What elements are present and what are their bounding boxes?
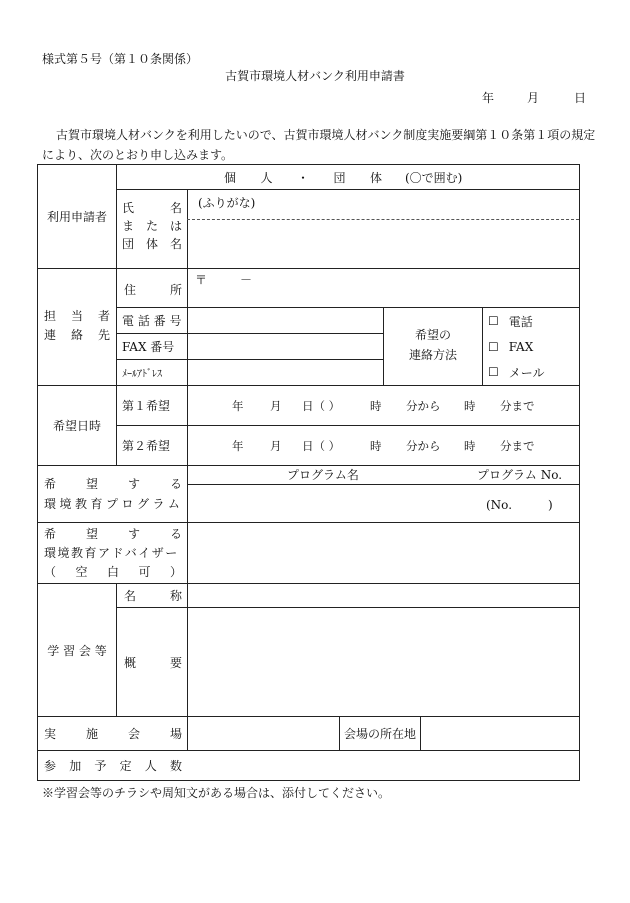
email-field[interactable] [188,360,383,385]
first-choice-label: 第１希望 [122,399,171,413]
meeting-summary-label: 概 要 [124,656,182,670]
applicant-type-options[interactable] [224,169,382,186]
applicant-type-note: (〇で囲む) [405,171,463,185]
venue-location-field[interactable] [421,717,578,749]
date-month: 月 [527,91,540,105]
checkbox-icon[interactable]: ☐ [488,340,499,354]
venue-location-label: 会場の所在地 [343,727,416,741]
phone-label: 電 話 番 号 [122,314,182,328]
program-label: 希 望 す る 環境教育プログラム [44,477,184,511]
footer-note: ※学習会等のチラシや周知文がある場合は、添付してください。 [42,786,391,800]
checkbox-icon[interactable]: ☐ [488,314,499,328]
method-fax-option[interactable]: ☐ FAX [488,340,534,354]
fax-field[interactable] [188,334,383,359]
schedule-label: 希望日時 [52,419,101,433]
venue-label: 実 施 会 場 [44,727,182,741]
program-name-header: プログラム名 [287,468,359,482]
applicant-label: 利用申請者 [46,210,107,224]
method-email-option[interactable]: ☐ メール [488,365,545,380]
intro-line-1: 古賀市環境人材バンクを利用したいので、古賀市環境人材バンク制度実施要綱第１０条第１項の規定 [56,128,596,142]
meeting-name-label: 名 称 [124,589,182,603]
intro-line-2: により、次のとおり申し込みます。 [42,148,234,162]
date-year: 年 [482,91,495,105]
meeting-summary-field[interactable] [188,608,578,715]
postal-mark: 〒 [195,273,208,287]
form-number: 様式第５号（第１０条関係） [42,52,199,66]
program-name-field[interactable] [188,485,478,521]
option-separator: ・ [296,171,309,185]
date-day: 日 [574,91,587,105]
email-label: ﾒｰﾙｱﾄﾞﾚｽ [122,369,162,380]
option-group-char-1: 団 [333,171,346,185]
preferred-contact-method-label: 希望の 連絡方法 [408,328,457,362]
program-no-header: プログラム No. [477,468,563,482]
option-individual-char-2: 人 [260,171,273,185]
option-group-char-2: 体 [369,171,382,185]
advisor-field[interactable] [188,523,578,582]
furigana-label: (ふりがな) [198,196,256,210]
meeting-name-field[interactable] [188,584,578,606]
checkbox-icon[interactable]: ☐ [488,365,499,379]
advisor-label: 希 望 す る 環境教育アドバイザー （ 空 白 可 ） [44,527,182,579]
participants-label: 参 加 予 定 人 数 [44,759,182,773]
fax-label: FAX 番号 [122,340,175,354]
option-individual-char-1: 個 [224,171,237,185]
postal-dash: － [240,273,253,287]
second-choice-label: 第２希望 [122,439,171,453]
program-no-field[interactable]: (No. ) [486,498,553,512]
contact-person-label: 担 当 者 連 絡 先 [44,309,110,342]
name-or-group-label: 氏 名 ま た は 団 体 名 [122,201,182,251]
method-phone-option[interactable]: ☐ 電話 [488,314,533,329]
participants-field[interactable] [188,751,578,779]
address-field[interactable] [188,288,578,306]
form-title: 古賀市環境人材バンク利用申請書 [225,69,405,83]
phone-field[interactable] [188,308,383,333]
address-label: 住 所 [124,283,182,297]
name-field[interactable] [188,220,578,267]
meeting-label: 学 習 会 等 [47,643,107,658]
venue-field[interactable] [188,717,338,749]
